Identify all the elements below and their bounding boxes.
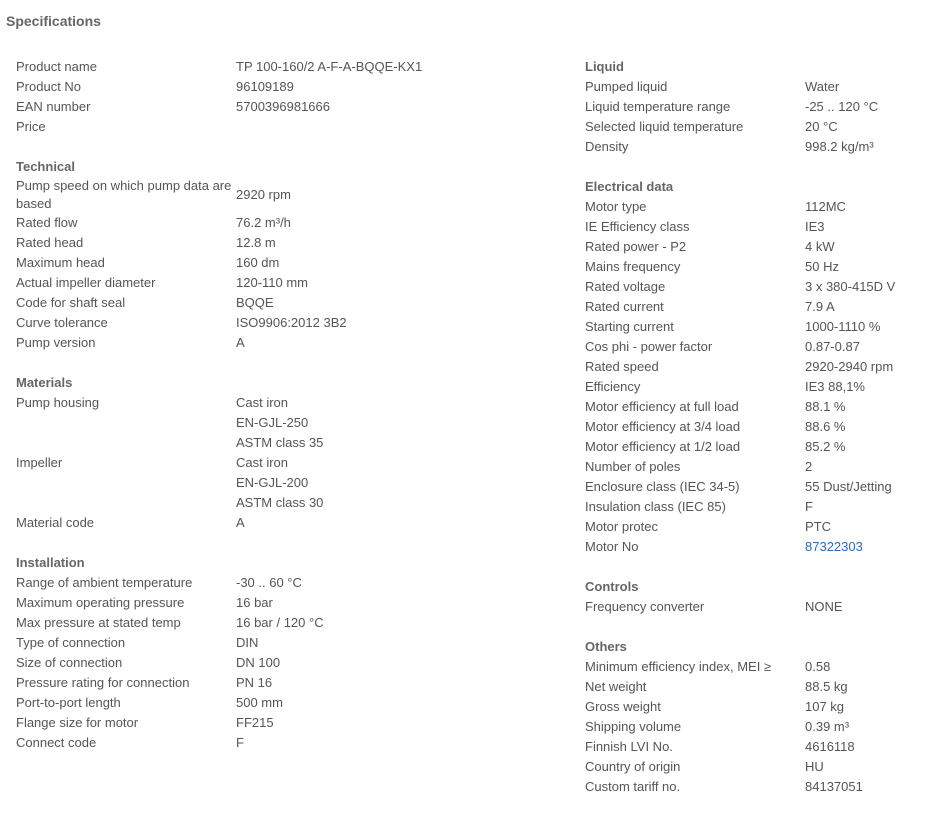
spec-label: Selected liquid temperature	[585, 119, 744, 134]
spec-label: Motor efficiency at 1/2 load	[585, 439, 741, 454]
spec-values	[236, 273, 308, 293]
spec-label: Pumped liquid	[585, 79, 668, 94]
motor-no-link[interactable]: 87322303	[805, 539, 863, 554]
spec-row-port-to-port-length	[16, 693, 536, 713]
spec-row-maximum-operating-pressure	[16, 593, 536, 613]
spec-label: Country of origin	[585, 759, 681, 774]
spec-value: 16 bar	[236, 595, 273, 610]
spec-value: 76.2 m³/h	[236, 215, 291, 230]
spec-values	[236, 613, 324, 633]
spec-value: 88.6 %	[805, 419, 846, 434]
spec-label: Impeller	[16, 455, 63, 470]
spec-values	[236, 453, 323, 513]
spec-values	[805, 537, 863, 557]
right-column	[585, 57, 930, 817]
spec-row-net-weight	[585, 677, 930, 697]
spec-value: HU	[805, 759, 824, 774]
spec-row-price	[16, 117, 536, 137]
spec-row-type-of-connection	[16, 633, 536, 653]
section-controls	[585, 577, 930, 617]
section-heading: Controls	[585, 579, 639, 594]
spec-values	[805, 217, 825, 237]
spec-row-selected-liquid-temperature	[585, 117, 930, 137]
section-materials	[16, 373, 536, 533]
spec-label: Pump version	[16, 335, 96, 350]
spec-label: Product name	[16, 59, 97, 74]
spec-label: Cos phi - power factor	[585, 339, 713, 354]
spec-value: PTC	[805, 519, 831, 534]
spec-value: F	[236, 735, 244, 750]
spec-values	[805, 657, 830, 677]
spec-row-product-name	[16, 57, 536, 77]
spec-values	[805, 697, 844, 717]
spec-row-pressure-rating-for-connection	[16, 673, 536, 693]
spec-row-insulation-class-iec-85	[585, 497, 930, 517]
spec-label: Pressure rating for connection	[16, 675, 190, 690]
spec-label: Type of connection	[16, 635, 126, 650]
spec-value: BQQE	[236, 295, 274, 310]
spec-values	[805, 497, 813, 517]
spec-label: Finnish LVI No.	[585, 739, 673, 754]
spec-values	[805, 757, 824, 777]
spec-label: Motor protec	[585, 519, 658, 534]
spec-value: EN-GJL-250	[236, 415, 309, 430]
spec-value: Water	[805, 79, 840, 94]
spec-label: Pump housing	[16, 395, 100, 410]
spec-values	[236, 593, 273, 613]
spec-value: 20 °C	[805, 119, 838, 134]
spec-row-flange-size-for-motor	[16, 713, 536, 733]
spec-label: Actual impeller diameter	[16, 275, 156, 290]
spec-row-motor-no	[585, 537, 930, 557]
spec-label: Rated flow	[16, 215, 78, 230]
spec-row-liquid-temperature-range	[585, 97, 930, 117]
spec-value: 12.8 m	[236, 235, 276, 250]
spec-row-rated-current	[585, 297, 930, 317]
spec-value: 96109189	[236, 79, 294, 94]
spec-label: Liquid temperature range	[585, 99, 731, 114]
spec-row-pump-version	[16, 333, 536, 353]
spec-row-size-of-connection	[16, 653, 536, 673]
spec-label: Starting current	[585, 319, 674, 334]
spec-values	[805, 777, 863, 797]
spec-row-custom-tariff-no	[585, 777, 930, 797]
spec-value: 50 Hz	[805, 259, 839, 274]
spec-label: Connect code	[16, 735, 97, 750]
section-technical	[16, 157, 536, 353]
spec-values	[805, 137, 874, 157]
spec-value: 88.1 %	[805, 399, 846, 414]
spec-row-rated-voltage	[585, 277, 930, 297]
spec-value: 998.2 kg/m³	[805, 139, 874, 154]
spec-value: IE3	[805, 219, 825, 234]
spec-value: NONE	[805, 599, 843, 614]
spec-label: Net weight	[585, 679, 647, 694]
spec-value: ASTM class 35	[236, 435, 324, 450]
spec-row-rated-flow	[16, 213, 536, 233]
spec-row-gross-weight	[585, 697, 930, 717]
spec-label: Motor efficiency at full load	[585, 399, 739, 414]
spec-row-max-pressure-at-stated-temp	[16, 613, 536, 633]
spec-label: Rated voltage	[585, 279, 666, 294]
spec-value: PN 16	[236, 675, 273, 690]
spec-value: -25 .. 120 °C	[805, 99, 879, 114]
spec-values	[805, 317, 880, 337]
spec-values	[805, 737, 855, 757]
spec-label: Range of ambient temperature	[16, 575, 193, 590]
spec-row-range-of-ambient-temperature	[16, 573, 536, 593]
spec-value: 0.39 m³	[805, 719, 850, 734]
section-heading: Technical	[16, 159, 76, 174]
spec-values	[805, 337, 860, 357]
spec-values	[805, 277, 895, 297]
spec-label: Gross weight	[585, 699, 661, 714]
spec-label: Shipping volume	[585, 719, 682, 734]
spec-values	[805, 477, 892, 497]
spec-row-pump-housing	[16, 393, 536, 453]
spec-row-ie-efficiency-class	[585, 217, 930, 237]
spec-label: Custom tariff no.	[585, 779, 681, 794]
section-general	[16, 57, 536, 137]
spec-row-code-for-shaft-seal	[16, 293, 536, 313]
spec-label: Size of connection	[16, 655, 123, 670]
spec-value: DIN	[236, 635, 259, 650]
spec-values	[236, 573, 302, 593]
section-electrical	[585, 177, 930, 557]
spec-value: 2920 rpm	[236, 187, 291, 202]
spec-row-material-code	[16, 513, 536, 533]
spec-value: 107 kg	[805, 699, 845, 714]
spec-value: 3 x 380-415D V	[805, 279, 896, 294]
spec-value: IE3 88,1%	[805, 379, 865, 394]
spec-values	[805, 397, 845, 417]
spec-row-mains-frequency	[585, 257, 930, 277]
spec-label: Material code	[16, 515, 95, 530]
spec-row-motor-efficiency-at-3-4-load	[585, 417, 930, 437]
spec-label: Code for shaft seal	[16, 295, 126, 310]
spec-row-minimum-efficiency-index-mei	[585, 657, 930, 677]
spec-label: IE Efficiency class	[585, 219, 690, 234]
section-heading: Materials	[16, 375, 73, 390]
spec-label: Motor No	[585, 539, 639, 554]
spec-values	[236, 293, 274, 313]
spec-label: Rated head	[16, 235, 84, 250]
spec-values	[236, 97, 330, 117]
spec-value: 84137051	[805, 779, 863, 794]
spec-value: 5700396981666	[236, 99, 330, 114]
spec-values	[805, 77, 839, 97]
spec-value: 2920-2940 rpm	[805, 359, 894, 374]
spec-label: Rated speed	[585, 359, 659, 374]
spec-row-actual-impeller-diameter	[16, 273, 536, 293]
spec-row-country-of-origin	[585, 757, 930, 777]
spec-value: TP 100-160/2 A-F-A-BQQE-KX1	[236, 59, 423, 74]
spec-values	[805, 677, 848, 697]
spec-row-density	[585, 137, 930, 157]
spec-label: Pump speed on which pump data are based	[16, 178, 232, 211]
spec-value: -30 .. 60 °C	[236, 575, 302, 590]
spec-label: Flange size for motor	[16, 715, 139, 730]
spec-value: 4616118	[805, 739, 855, 754]
spec-row-motor-type	[585, 197, 930, 217]
left-column	[16, 57, 536, 773]
spec-label: Rated current	[585, 299, 664, 314]
spec-values	[805, 457, 812, 477]
spec-value: FF215	[236, 715, 274, 730]
spec-value: 55 Dust/Jetting	[805, 479, 892, 494]
spec-label: Motor efficiency at 3/4 load	[585, 419, 741, 434]
spec-values	[805, 377, 865, 397]
spec-row-efficiency	[585, 377, 930, 397]
spec-values	[805, 97, 878, 117]
spec-values	[236, 693, 283, 713]
spec-row-pump-speed-on-which-pump-data-are-based	[16, 177, 536, 213]
spec-values	[805, 197, 846, 217]
spec-value: EN-GJL-200	[236, 475, 309, 490]
section-heading: Installation	[16, 555, 85, 570]
spec-row-connect-code	[16, 733, 536, 753]
spec-row-ean-number	[16, 97, 536, 117]
spec-value: 85.2 %	[805, 439, 846, 454]
section-heading: Others	[585, 639, 627, 654]
spec-value: 500 mm	[236, 695, 283, 710]
spec-label: Density	[585, 139, 629, 154]
spec-value: DN 100	[236, 655, 281, 670]
spec-values	[236, 393, 323, 453]
spec-row-product-no	[16, 77, 536, 97]
spec-values	[236, 185, 291, 205]
spec-value: ASTM class 30	[236, 495, 324, 510]
spec-values	[236, 733, 244, 753]
spec-value: F	[805, 499, 813, 514]
spec-label: Motor type	[585, 199, 647, 214]
spec-row-pumped-liquid	[585, 77, 930, 97]
spec-row-finnish-lvi-no	[585, 737, 930, 757]
spec-label: Price	[16, 119, 46, 134]
spec-value: 0.58	[805, 659, 831, 674]
spec-label: Rated power - P2	[585, 239, 687, 254]
spec-row-maximum-head	[16, 253, 536, 273]
spec-label: Mains frequency	[585, 259, 681, 274]
spec-row-rated-speed	[585, 357, 930, 377]
section-heading: Electrical data	[585, 179, 674, 194]
spec-value: 0.87-0.87	[805, 339, 860, 354]
spec-row-rated-head	[16, 233, 536, 253]
spec-label: EAN number	[16, 99, 91, 114]
spec-row-impeller	[16, 453, 536, 513]
spec-row-cos-phi-power-factor	[585, 337, 930, 357]
spec-value: 120-110 mm	[236, 275, 309, 290]
spec-values	[236, 333, 245, 353]
spec-label: Curve tolerance	[16, 315, 108, 330]
spec-values	[805, 597, 843, 617]
spec-label: Maximum head	[16, 255, 105, 270]
spec-label: Enclosure class (IEC 34-5)	[585, 479, 740, 494]
spec-label: Insulation class (IEC 85)	[585, 499, 726, 514]
spec-row-frequency-converter	[585, 597, 930, 617]
spec-values	[805, 437, 845, 457]
section-heading: Liquid	[585, 59, 624, 74]
spec-row-curve-tolerance	[16, 313, 536, 333]
spec-label: Number of poles	[585, 459, 681, 474]
spec-value: 2	[805, 459, 813, 474]
spec-row-rated-power-p2	[585, 237, 930, 257]
spec-values	[805, 417, 845, 437]
spec-value: 4 kW	[805, 239, 835, 254]
spec-row-enclosure-class-iec-34-5	[585, 477, 930, 497]
spec-values	[236, 313, 347, 333]
spec-row-motor-efficiency-at-1-2-load	[585, 437, 930, 457]
spec-label: Max pressure at stated temp	[16, 615, 181, 630]
spec-values	[236, 213, 291, 233]
spec-value: 1000-1110 %	[805, 319, 881, 334]
spec-values	[236, 253, 279, 273]
spec-values	[236, 713, 274, 733]
page-title: Specifications	[6, 13, 101, 29]
spec-values	[236, 653, 280, 673]
spec-label: Maximum operating pressure	[16, 595, 185, 610]
spec-values	[805, 357, 893, 377]
spec-label: Frequency converter	[585, 599, 705, 614]
spec-values	[236, 513, 245, 533]
spec-values	[805, 257, 839, 277]
section-installation	[16, 553, 536, 753]
spec-values	[805, 237, 835, 257]
spec-values	[236, 77, 294, 97]
spec-values	[236, 673, 272, 693]
spec-label: Minimum efficiency index, MEI ≥	[585, 659, 772, 674]
section-others	[585, 637, 930, 797]
spec-values	[805, 717, 849, 737]
spec-value: ISO9906:2012 3B2	[236, 315, 347, 330]
spec-row-motor-protec	[585, 517, 930, 537]
spec-row-shipping-volume	[585, 717, 930, 737]
spec-values	[805, 517, 831, 537]
spec-row-motor-efficiency-at-full-load	[585, 397, 930, 417]
spec-label: Efficiency	[585, 379, 641, 394]
spec-row-starting-current	[585, 317, 930, 337]
spec-label: Port-to-port length	[16, 695, 121, 710]
spec-value: A	[236, 515, 245, 530]
spec-values	[236, 57, 422, 77]
spec-value: Cast iron	[236, 455, 289, 470]
spec-values	[236, 233, 276, 253]
spec-label: Product No	[16, 79, 82, 94]
spec-value: 88.5 kg	[805, 679, 848, 694]
section-liquid	[585, 57, 930, 157]
spec-value: 112MC	[805, 199, 846, 214]
spec-value: 160 dm	[236, 255, 280, 270]
spec-value: A	[236, 335, 245, 350]
spec-value: Cast iron	[236, 395, 289, 410]
spec-value: 16 bar / 120 °C	[236, 615, 324, 630]
spec-values	[236, 633, 258, 653]
spec-values	[805, 297, 835, 317]
spec-row-number-of-poles	[585, 457, 930, 477]
spec-value: 7.9 A	[805, 299, 835, 314]
spec-values	[805, 117, 838, 137]
